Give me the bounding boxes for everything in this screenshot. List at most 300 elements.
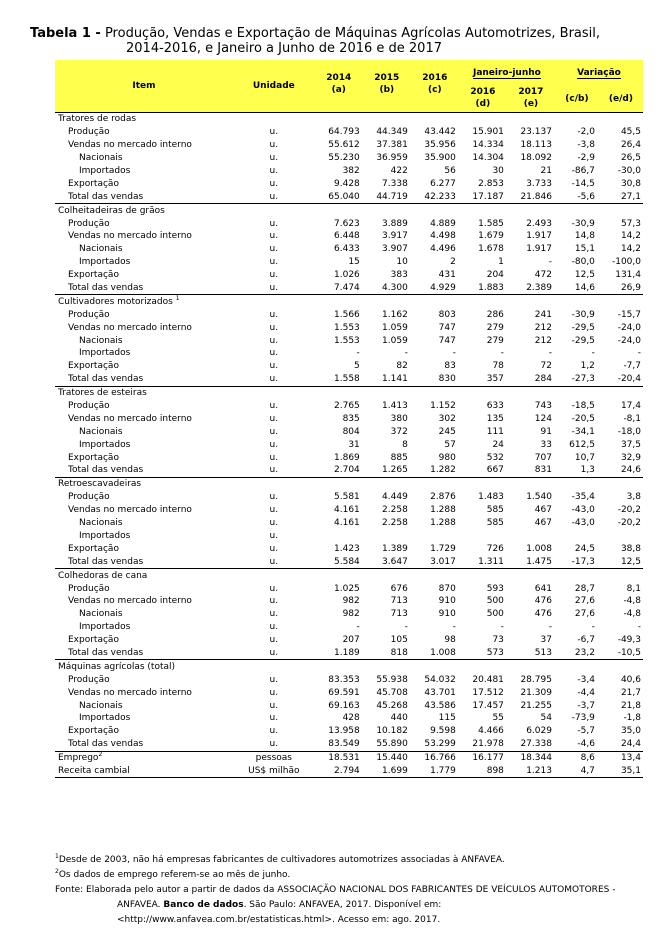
val-2015: 45.708 — [376, 687, 408, 698]
row-label — [55, 282, 233, 295]
table-row — [55, 230, 643, 243]
row-unit: u. — [269, 700, 279, 711]
var-cb: 612,5 — [569, 439, 595, 450]
var-ed: -10,5 — [617, 647, 641, 658]
val-2016: 4.929 — [430, 283, 456, 294]
val-2014: - — [356, 622, 360, 633]
val-jj-2017: 241 — [534, 309, 552, 320]
section-header — [55, 204, 643, 217]
val-jj-2016: 573 — [486, 647, 504, 658]
val-2014: 69.591 — [328, 687, 360, 698]
row-label — [55, 451, 233, 464]
val-2014: 18.531 — [315, 751, 363, 764]
row-unit: u. — [269, 609, 279, 620]
val-2015: 82 — [396, 361, 408, 372]
row-label-text: Importados — [79, 439, 131, 450]
row-label — [55, 321, 233, 334]
val-jj-2016: 585 — [486, 505, 504, 516]
var-cb: -3,4 — [577, 674, 595, 685]
val-2015: 383 — [390, 270, 408, 281]
row-label-text: Importados — [79, 257, 131, 268]
val-jj-2017: 476 — [534, 609, 552, 620]
var-ed: -20,4 — [617, 374, 641, 385]
var-ed: 35,0 — [620, 726, 641, 737]
section-title — [55, 204, 643, 217]
val-2015: 372 — [390, 426, 408, 437]
row-label — [55, 412, 233, 425]
row-label-text: Vendas no mercado interno — [68, 687, 192, 698]
row-label — [55, 699, 233, 712]
row-unit: u. — [269, 413, 279, 424]
var-ed: -7,7 — [623, 361, 641, 372]
val-jj-2016: 633 — [486, 401, 504, 412]
row-label — [55, 217, 233, 230]
row-label-text: Total das vendas — [68, 191, 144, 202]
row-unit: u. — [269, 739, 279, 750]
header-2015 — [363, 60, 411, 113]
var-cb: -35,4 — [571, 492, 595, 503]
var-cb: 4,7 — [555, 765, 599, 778]
val-jj-2017: 27.338 — [520, 739, 552, 750]
var-ed: 13,4 — [599, 751, 643, 764]
val-2015: 105 — [390, 635, 408, 646]
val-jj-2017: 21.255 — [520, 700, 552, 711]
section-header — [55, 569, 643, 582]
row-label — [55, 634, 233, 647]
table-row — [55, 765, 643, 778]
val-2014: 2.765 — [334, 401, 360, 412]
val-jj-2017: 472 — [534, 270, 552, 281]
footnote-2-marker: 2 — [55, 868, 59, 875]
header-jj-2016-code: (d) — [475, 99, 491, 109]
var-ed: 26,9 — [620, 283, 641, 294]
val-jj-2016: - — [500, 622, 504, 633]
row-label-text: Nacionais — [79, 244, 123, 255]
val-2016: 1.779 — [411, 765, 459, 778]
val-jj-2016: 17.512 — [472, 687, 504, 698]
table-row — [55, 595, 643, 608]
section-title — [55, 660, 643, 673]
val-2014: 982 — [342, 596, 360, 607]
var-ed: 40,6 — [620, 674, 641, 685]
row-unit: u. — [269, 309, 279, 320]
table-row — [55, 152, 643, 165]
val-2016: 6.277 — [430, 178, 456, 189]
var-ed: 17,4 — [620, 401, 641, 412]
val-2015: 15.440 — [363, 751, 411, 764]
footnote-ref: 2 — [98, 751, 103, 759]
source-note-text-c: . São Paulo: ANFAVEA, 2017. Disponível em: <http://www.anfavea.com.br/estatisticas.html>. Acesso em: ago. 2017. — [117, 900, 442, 925]
val-2016 — [411, 530, 459, 543]
val-jj-2016: 1.483 — [478, 492, 504, 503]
val-2014: 1.558 — [334, 374, 360, 385]
table-row — [55, 126, 643, 139]
row-label-text: Nacionais — [79, 609, 123, 620]
table-row — [55, 451, 643, 464]
header-2014 — [315, 60, 363, 113]
val-jj-2016: 24 — [492, 439, 504, 450]
val-2014: 5 — [354, 361, 360, 372]
val-2015: 36.959 — [376, 153, 408, 164]
table-row — [55, 256, 643, 269]
val-jj-2017: 3.733 — [526, 178, 552, 189]
var-ed: -24,0 — [617, 322, 641, 333]
var-cb: -86,7 — [571, 166, 595, 176]
val-2014: 55.230 — [328, 153, 360, 164]
val-jj-2016: 4.466 — [478, 726, 504, 737]
row-label — [55, 751, 233, 764]
row-unit: u. — [269, 726, 279, 737]
table-row — [55, 412, 643, 425]
table-header — [55, 60, 643, 113]
row-unit: u. — [269, 426, 279, 437]
var-ed: 27,1 — [620, 191, 641, 202]
row-label-text: Total das vendas — [68, 465, 144, 476]
table-row — [55, 360, 643, 373]
val-2016: 4.498 — [430, 231, 456, 242]
var-ed: 35,1 — [599, 765, 643, 778]
row-label-text: Vendas no mercado interno — [68, 322, 192, 333]
section-title — [55, 569, 643, 582]
row-unit: u. — [269, 543, 279, 554]
val-2016: 980 — [438, 452, 456, 463]
var-cb: -30,9 — [571, 218, 595, 229]
var-cb: 28,7 — [574, 583, 595, 594]
val-2016: 910 — [438, 596, 456, 607]
val-jj-2017: - — [548, 622, 552, 633]
var-ed: -30,0 — [617, 166, 641, 176]
table-row — [55, 751, 643, 764]
row-label-text: Produção — [68, 309, 110, 320]
val-2015: 380 — [390, 413, 408, 424]
table-row — [55, 530, 643, 543]
header-2016-year: 2016 — [422, 73, 448, 83]
val-2015: 37.381 — [376, 140, 408, 151]
val-jj-2017: 1.540 — [526, 492, 552, 503]
val-2016: 1.729 — [430, 543, 456, 554]
val-2016: 9.598 — [430, 726, 456, 737]
var-ed: -8,1 — [623, 413, 641, 424]
var-cb: -43,0 — [571, 505, 595, 516]
table-row — [55, 608, 643, 621]
val-2016: 870 — [438, 583, 456, 594]
row-unit: u. — [269, 231, 279, 242]
var-cb — [555, 530, 599, 543]
row-label-text: Importados — [79, 530, 131, 541]
section-title-text: Colhedoras de cana — [58, 570, 148, 581]
row-unit: u. — [269, 556, 279, 567]
val-jj-2016: 15.901 — [472, 127, 504, 138]
val-2014: 55.612 — [328, 140, 360, 151]
header-jj-2016 — [459, 86, 507, 113]
val-2015: 2.258 — [382, 505, 408, 516]
row-label-text: Nacionais — [79, 518, 123, 529]
val-2014: 2.794 — [315, 765, 363, 778]
val-2016: 57 — [444, 439, 456, 450]
section-header — [55, 660, 643, 673]
row-unit: u. — [269, 322, 279, 333]
var-ed: -20,2 — [617, 505, 641, 516]
table-row — [55, 190, 643, 203]
val-2015: 4.300 — [382, 283, 408, 294]
val-jj-2016: 667 — [486, 465, 504, 476]
row-label — [55, 464, 233, 477]
val-2014: 1.553 — [334, 322, 360, 333]
val-2016: 302 — [438, 413, 456, 424]
var-ed: -4,8 — [623, 609, 641, 620]
val-2016: - — [452, 348, 456, 359]
var-cb: -73,9 — [571, 713, 595, 724]
row-unit: u. — [269, 244, 279, 255]
row-unit: u. — [269, 191, 279, 202]
val-2016: 803 — [438, 309, 456, 320]
var-ed: 38,8 — [620, 543, 641, 554]
row-label-text: Produção — [68, 674, 110, 685]
row-label-text: Nacionais — [79, 153, 123, 164]
table-row — [55, 634, 643, 647]
table-row — [55, 217, 643, 230]
val-jj-2017: 1.008 — [526, 543, 552, 554]
val-2015: 55.890 — [376, 739, 408, 750]
var-ed: 30,8 — [620, 178, 641, 189]
row-label — [55, 425, 233, 438]
var-ed: 24,4 — [620, 739, 641, 750]
footnote-ref: 1 — [175, 294, 180, 302]
row-label-text: Exportação — [68, 543, 119, 554]
val-2016: 35.956 — [424, 140, 456, 151]
row-unit: u. — [269, 401, 279, 412]
row-unit: u. — [269, 439, 279, 450]
val-jj-2017: 513 — [534, 647, 552, 658]
val-2016: 1.288 — [430, 518, 456, 529]
table-row — [55, 542, 643, 555]
val-jj-2017: 212 — [534, 335, 552, 346]
val-jj-2017: 2.389 — [526, 283, 552, 294]
row-label-text: Produção — [68, 583, 110, 594]
val-jj-2017: 641 — [534, 583, 552, 594]
val-2014: 1.189 — [334, 647, 360, 658]
row-unit: u. — [269, 166, 279, 176]
var-cb: -34,1 — [571, 426, 595, 437]
val-2014: 83.353 — [328, 674, 360, 685]
val-2015: 45.268 — [376, 700, 408, 711]
val-2016: 98 — [444, 635, 456, 646]
row-label — [55, 725, 233, 738]
table-row — [55, 165, 643, 178]
val-2016: 56 — [444, 166, 456, 176]
row-label — [55, 334, 233, 347]
footnote-2 — [55, 868, 645, 883]
table-row — [55, 139, 643, 152]
row-unit: u. — [269, 622, 279, 633]
table-row — [55, 464, 643, 477]
section-title-text: Máquinas agrícolas (total) — [58, 661, 176, 672]
row-unit: u. — [269, 492, 279, 503]
row-label — [55, 400, 233, 413]
row-unit: u. — [269, 452, 279, 463]
table-row — [55, 725, 643, 738]
row-label — [55, 530, 233, 543]
section-title-text: Cultivadores motorizados — [58, 296, 173, 307]
val-2015: 4.449 — [382, 492, 408, 503]
val-2014: 982 — [342, 609, 360, 620]
row-label-text: Vendas no mercado interno — [68, 505, 192, 516]
section-title-text: Retroescavadeiras — [58, 479, 142, 490]
val-2014: 804 — [342, 426, 360, 437]
val-2014: 15 — [348, 257, 360, 268]
row-unit: u. — [269, 218, 279, 229]
row-label-text: Exportação — [68, 361, 119, 372]
val-2014: 1.025 — [334, 583, 360, 594]
val-jj-2017: - — [548, 348, 552, 359]
header-2016-code: (c) — [428, 85, 442, 95]
table-row — [55, 621, 643, 634]
val-2014: 207 — [342, 635, 360, 646]
row-unit: u. — [269, 687, 279, 698]
var-ed: 32,9 — [620, 452, 641, 463]
val-2016: 2 — [450, 257, 456, 268]
row-label — [55, 712, 233, 725]
row-label-text: Exportação — [68, 452, 119, 463]
row-unit: u. — [269, 348, 279, 359]
row-label — [55, 152, 233, 165]
val-jj-2016: 73 — [492, 635, 504, 646]
row-label-text: Produção — [68, 127, 110, 138]
val-2016: - — [452, 622, 456, 633]
header-jj-2017-code: (e) — [523, 99, 539, 109]
var-ed: 12,5 — [620, 556, 641, 567]
table-row — [55, 308, 643, 321]
row-label — [55, 595, 233, 608]
val-2014: 835 — [342, 413, 360, 424]
val-jj-2016: 1.585 — [478, 218, 504, 229]
val-2014: 31 — [348, 439, 360, 450]
var-cb: -14,5 — [571, 178, 595, 189]
val-2016: 42.233 — [424, 191, 456, 202]
val-2014: 6.448 — [334, 231, 360, 242]
val-jj-2016: 55 — [492, 713, 504, 724]
val-2016: 43.586 — [424, 700, 456, 711]
var-ed: 14,2 — [620, 244, 641, 255]
var-cb: 27,6 — [574, 609, 595, 620]
val-jj-2017: 212 — [534, 322, 552, 333]
row-label — [55, 269, 233, 282]
row-unit: u. — [269, 270, 279, 281]
row-label — [55, 177, 233, 190]
row-unit: u. — [269, 335, 279, 346]
row-unit: u. — [269, 140, 279, 151]
val-2016: 4.496 — [430, 244, 456, 255]
val-2016: 1.152 — [430, 401, 456, 412]
val-2016: 431 — [438, 270, 456, 281]
table-row — [55, 334, 643, 347]
val-jj-2017: 1.917 — [526, 244, 552, 255]
var-ed: 21,8 — [620, 700, 641, 711]
var-ed: 3,8 — [626, 492, 641, 503]
val-jj-2017: 18.092 — [520, 153, 552, 164]
table-row — [55, 321, 643, 334]
val-2015: 1.141 — [382, 374, 408, 385]
header-jj-2017-year: 2017 — [518, 87, 544, 97]
val-2016: 4.889 — [430, 218, 456, 229]
row-unit: u. — [269, 257, 279, 268]
val-jj-2017: 284 — [534, 374, 552, 385]
row-unit: u. — [269, 713, 279, 724]
val-2015: 713 — [390, 609, 408, 620]
val-jj-2016: - — [500, 348, 504, 359]
val-jj-2016: 30 — [492, 166, 504, 176]
val-2014: 382 — [342, 166, 360, 176]
row-label-text: Emprego — [58, 753, 99, 764]
table-row — [55, 699, 643, 712]
row-unit: u. — [269, 647, 279, 658]
var-ed: - — [637, 622, 641, 633]
footnote-1-marker: 1 — [55, 853, 59, 860]
row-label-text: Nacionais — [79, 335, 123, 346]
header-janeiro-junho — [459, 60, 555, 86]
val-2014 — [315, 530, 363, 543]
table-row — [55, 491, 643, 504]
row-unit: u. — [269, 153, 279, 164]
row-label — [55, 517, 233, 530]
row-label — [55, 373, 233, 386]
source-note-text-a: Fonte: Elaborada pelo autor a partir de dados da ASSOCIAÇÃO NACIONAL DOS FABRICANTES DE VEÍCULOS AUTOMOTORES - ANFAVEA. — [55, 885, 616, 910]
val-2016: 910 — [438, 609, 456, 620]
row-label-text: Exportação — [68, 635, 119, 646]
var-cb: 27,6 — [574, 596, 595, 607]
var-ed: 37,5 — [620, 439, 641, 450]
header-variacao — [555, 60, 643, 86]
table-row — [55, 582, 643, 595]
val-2016: 43.701 — [424, 687, 456, 698]
val-jj-2016: 111 — [486, 426, 504, 437]
section-title-text: Tratores de esteiras — [58, 388, 147, 399]
val-jj-2017: 21 — [540, 166, 552, 176]
val-jj-2016: 1.679 — [478, 231, 504, 242]
val-jj-2016: 21.978 — [472, 739, 504, 750]
var-cb: -17,3 — [571, 556, 595, 567]
val-jj-2016: 532 — [486, 452, 504, 463]
var-ed: 57,3 — [620, 218, 641, 229]
row-label-text: Vendas no mercado interno — [68, 231, 192, 242]
row-unit: US$ milhão — [233, 765, 315, 778]
val-jj-2017: 6.029 — [526, 726, 552, 737]
header-variacao-label: Variação — [577, 68, 621, 78]
table-body — [55, 113, 643, 778]
val-jj-2017: 2.493 — [526, 218, 552, 229]
val-2016: 115 — [438, 713, 456, 724]
val-2016: 54.032 — [424, 674, 456, 685]
row-label-text: Produção — [68, 218, 110, 229]
section-header — [55, 295, 643, 308]
val-jj-2016: 20.481 — [472, 674, 504, 685]
row-label — [55, 555, 233, 568]
var-cb: 1,2 — [580, 361, 595, 372]
val-2016: 1.282 — [430, 465, 456, 476]
val-2014: 5.581 — [334, 492, 360, 503]
table-row — [55, 400, 643, 413]
row-label — [55, 165, 233, 178]
row-unit: u. — [269, 465, 279, 476]
footnote-1-text: Desde de 2003, não há empresas fabricantes de cultivadores automotrizes associadas à ANFAVEA. — [58, 855, 505, 865]
val-2015: 1.699 — [363, 765, 411, 778]
var-cb: -4,6 — [577, 739, 595, 750]
val-jj-2017: 54 — [540, 713, 552, 724]
section-title — [55, 477, 643, 490]
row-label-text: Total das vendas — [68, 647, 144, 658]
section-title — [55, 295, 643, 308]
val-2016: 43.442 — [424, 127, 456, 138]
